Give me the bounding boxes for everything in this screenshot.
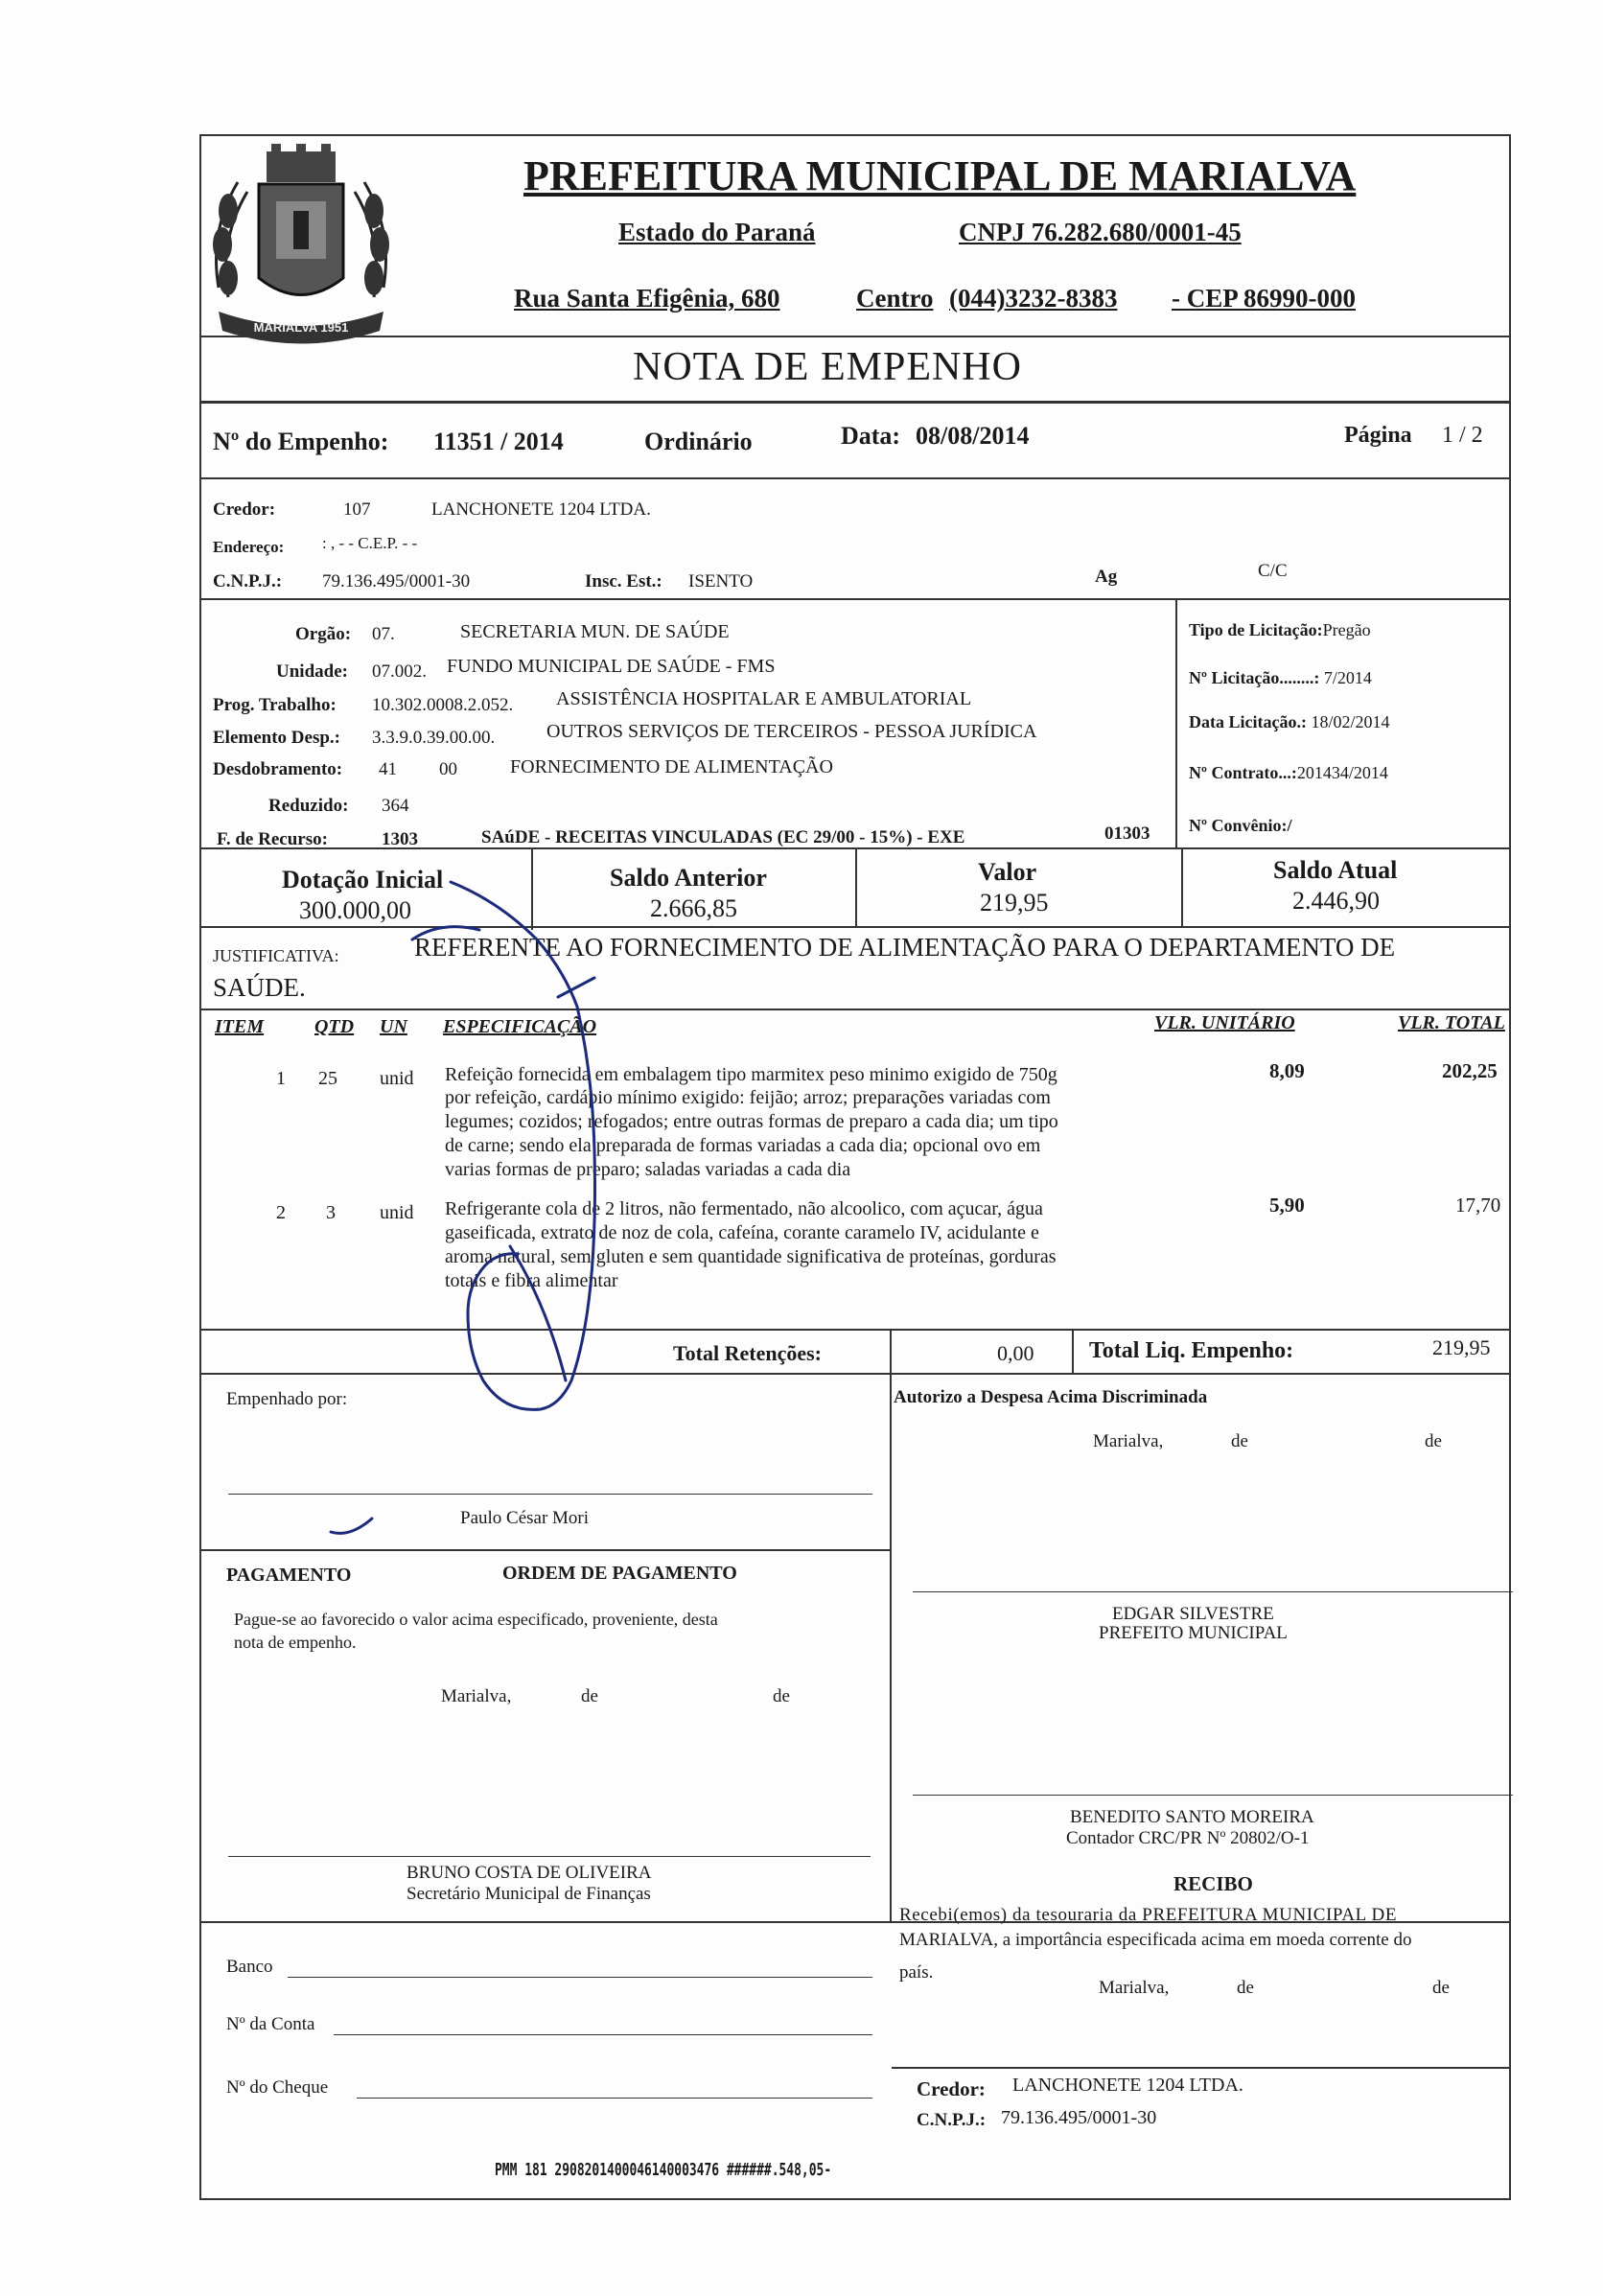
recibo-de2: de [1432,1978,1450,1998]
state-name: Estado do Paraná [618,218,816,246]
autorizo-de1: de [1231,1431,1248,1451]
saldo-atual-label: Saldo Atual [1273,856,1398,884]
total-retencoes-value: 0,00 [997,1341,1034,1365]
recibo-credor-label: Credor: [917,2077,986,2100]
item-spec-line: aroma natural, sem gluten e sem quantidade significativa de proteínas, gorduras [445,1246,1057,1267]
recibo-title: RECIBO [1173,1872,1253,1895]
valor-value: 219,95 [980,889,1049,916]
empenhado-signer: Paulo César Mori [460,1508,590,1528]
item-un: unid [380,1202,414,1223]
data-licitacao-label: Data Licitação.: 18/02/2014 [1189,712,1390,731]
num-conta-label: Nº da Conta [226,2014,315,2034]
item-qtd: 3 [326,1202,336,1223]
justificativa-line1: REFERENTE AO FORNECIMENTO DE ALIMENTAÇÃO PARA O DEPARTAMENTO DE [414,933,1396,962]
page-label: Página [1344,423,1412,448]
desdobramento-sub: 00 [439,759,457,779]
item-spec-line: totais e fibra alimentar [445,1270,618,1291]
reduzido-value: 364 [382,796,409,816]
prog-trabalho-label: Prog. Trabalho: [213,695,337,715]
empenho-type: Ordinário [644,428,753,455]
col-qtd: QTD [314,1016,355,1037]
recurso-label: F. de Recurso: [217,829,328,849]
dotacao-inicial-value: 300.000,00 [299,896,411,924]
cep-code: - CEP 86990-000 [1172,284,1356,313]
pagamento-label: PAGAMENTO [226,1565,352,1586]
total-liquido-label: Total Liq. Empenho: [1089,1338,1294,1363]
desdobramento-name: FORNECIMENTO DE ALIMENTAÇÃO [510,756,833,777]
pagamento-text-line1: Pague-se ao favorecido o valor acima especificado, proveniente, desta [234,1610,718,1629]
endereco-value: : , - - C.E.P. - - [322,534,418,552]
col-vlr-unitario: VLR. UNITÁRIO [1154,1012,1295,1033]
pagamento-text-line2: nota de empenho. [234,1633,357,1652]
recibo-line3: país. [899,1962,934,1983]
col-especificacao: ESPECIFICAÇÃO [443,1016,597,1037]
endereco-label: Endereço: [213,538,285,556]
prog-trabalho-code: 10.302.0008.2.052. [372,695,514,715]
orgao-label: Orgão: [295,624,352,644]
page-number: 1 / 2 [1442,423,1483,448]
conta-corrente-label: C/C [1258,561,1288,581]
autorizo-de2: de [1425,1431,1442,1451]
contador-role: Contador CRC/PR Nº 20802/O-1 [1066,1828,1310,1848]
empenho-number-label: Nº do Empenho: [213,428,389,455]
saldo-anterior-value: 2.666,85 [650,894,737,922]
empenho-date: 08/08/2014 [916,422,1030,450]
col-item: ITEM [215,1016,265,1037]
desdobramento-code: 41 [379,759,397,779]
total-retencoes-label: Total Retenções: [673,1341,822,1365]
handwritten-signature [307,863,690,1476]
elemento-desp-code: 3.3.9.0.39.00.00. [372,728,496,748]
recibo-place: Marialva, [1099,1978,1170,1998]
item-spec-line: de carne; sendo ela preparada de formas variadas a cada dia; opcional ovo em [445,1135,1041,1156]
pagamento-de1: de [581,1686,598,1706]
item-spec-line: legumes; cozidos; refogados; entre outras formas de preparo a cada dia; um tipo [445,1111,1058,1132]
credor-code: 107 [343,499,371,520]
insc-est-label: Insc. Est.: [585,571,662,591]
num-licitacao-label: Nº Licitação........: 7/2014 [1189,668,1372,687]
unidade-label: Unidade: [276,661,348,682]
empenho-date-label: Data: [841,422,901,450]
item-spec-line: Refrigerante cola de 2 litros, não fermentado, não alcoolico, com açucar, água [445,1198,1043,1219]
item-spec-line: varias formas de preparo; saladas variadas a cada dia [445,1159,851,1180]
credor-label: Credor: [213,499,276,520]
recibo-line1: Recebi(emos) da tesouraria da PREFEITURA MUNICIPAL DE [899,1905,1398,1925]
recurso-ref: 01303 [1104,823,1150,844]
total-liquido-value: 219,95 [1432,1335,1491,1359]
credor-cnpj-label: C.N.P.J.: [213,571,283,591]
item-number: 1 [276,1068,286,1089]
agencia-label: Ag [1095,567,1118,587]
city-hall-title: PREFEITURA MUNICIPAL DE MARIALVA [523,152,1357,199]
num-convenio-label: Nº Convênio:/ [1189,816,1292,835]
item-vlr-total: 202,25 [1442,1059,1498,1082]
item-vlr-unitario: 5,90 [1269,1194,1305,1217]
item-qtd: 25 [318,1068,337,1089]
secretario-role: Secretário Municipal de Finanças [407,1884,651,1904]
insc-est-value: ISENTO [688,571,754,591]
recurso-name: SAúDE - RECEITAS VINCULADAS (EC 29/00 - 15%) - EXE [481,827,965,847]
item-vlr-total: 17,70 [1455,1194,1501,1217]
elemento-desp-name: OUTROS SERVIÇOS DE TERCEIROS - PESSOA JURÍDICA [546,721,1037,742]
recibo-cnpj-label: C.N.P.J.: [917,2110,987,2130]
recibo-de1: de [1237,1978,1254,1998]
pagamento-de2: de [773,1686,790,1706]
signature-tick-mark [326,1515,383,1543]
tipo-licitacao-label: Tipo de Licitação:Pregão [1189,620,1371,639]
recibo-credor-name: LANCHONETE 1204 LTDA. [1012,2075,1243,2096]
item-spec-line: gaseificada, extrato de noz de cola, cafeína, corante caramelo IV, acidulante e [445,1222,1039,1243]
item-spec-line: Refeição fornecida em embalagem tipo marmitex peso minimo exigido de 750g [445,1064,1057,1085]
empenhado-por-label: Empenhado por: [226,1389,348,1409]
num-cheque-label: Nº do Cheque [226,2077,329,2098]
desdobramento-label: Desdobramento: [213,759,343,779]
prefeito-name: EDGAR SILVESTRE [1112,1604,1274,1624]
orgao-code: 07. [372,624,395,644]
address-street: Rua Santa Efigênia, 680 [514,284,780,313]
reduzido-label: Reduzido: [268,796,349,816]
credor-cnpj: 79.136.495/0001-30 [322,571,471,591]
elemento-desp-label: Elemento Desp.: [213,728,340,748]
autorizo-label: Autorizo a Despesa Acima Discriminada [894,1387,1208,1407]
item-spec-line: por refeição, cardápio mínimo exigido: feijão; arroz; preparações variadas com [445,1087,1051,1108]
cnpj-header: CNPJ 76.282.680/0001-45 [959,218,1242,246]
unidade-name: FUNDO MUNICIPAL DE SAÚDE - FMS [447,656,776,677]
item-number: 2 [276,1202,286,1223]
address-district: Centro [856,284,934,313]
num-contrato-label: Nº Contrato...:201434/2014 [1189,763,1388,782]
unidade-code: 07.002. [372,661,427,682]
document-title: NOTA DE EMPENHO [633,345,1022,389]
recibo-cnpj: 79.136.495/0001-30 [1001,2107,1157,2128]
justificativa-label: JUSTIFICATIVA: [213,946,339,965]
dotacao-inicial-label: Dotação Inicial [282,866,444,893]
justificativa-line2: SAÚDE. [213,973,306,1002]
credor-name: LANCHONETE 1204 LTDA. [431,499,651,520]
item-vlr-unitario: 8,09 [1269,1059,1305,1082]
prefeito-role: PREFEITO MUNICIPAL [1099,1623,1288,1643]
valor-label: Valor [978,858,1037,886]
autorizo-place: Marialva, [1093,1431,1164,1451]
col-un: UN [380,1016,407,1037]
prog-trabalho-name: ASSISTÊNCIA HOSPITALAR E AMBULATORIAL [556,688,972,709]
secretario-name: BRUNO COSTA DE OLIVEIRA [407,1863,652,1883]
empenho-number: 11351 / 2014 [433,428,564,455]
banco-label: Banco [226,1957,273,1977]
document-control-code: PMM 181 2908201400046140003476 ######.548,05- [495,2160,832,2180]
contador-name: BENEDITO SANTO MOREIRA [1070,1807,1314,1827]
recibo-line2: MARIALVA, a importância especificada acima em moeda corrente do [899,1930,1412,1950]
col-vlr-total: VLR. TOTAL [1398,1012,1505,1033]
ordem-pagamento-label: ORDEM DE PAGAMENTO [502,1563,737,1584]
orgao-name: SECRETARIA MUN. DE SAÚDE [460,621,730,642]
saldo-anterior-label: Saldo Anterior [610,864,767,892]
item-un: unid [380,1068,414,1089]
pagamento-place: Marialva, [441,1686,512,1706]
recurso-code: 1303 [382,829,418,849]
crest-banner-text: MARIALVA 1951 [253,320,349,335]
phone-number: (044)3232-8383 [949,284,1118,313]
saldo-atual-value: 2.446,90 [1292,887,1380,915]
